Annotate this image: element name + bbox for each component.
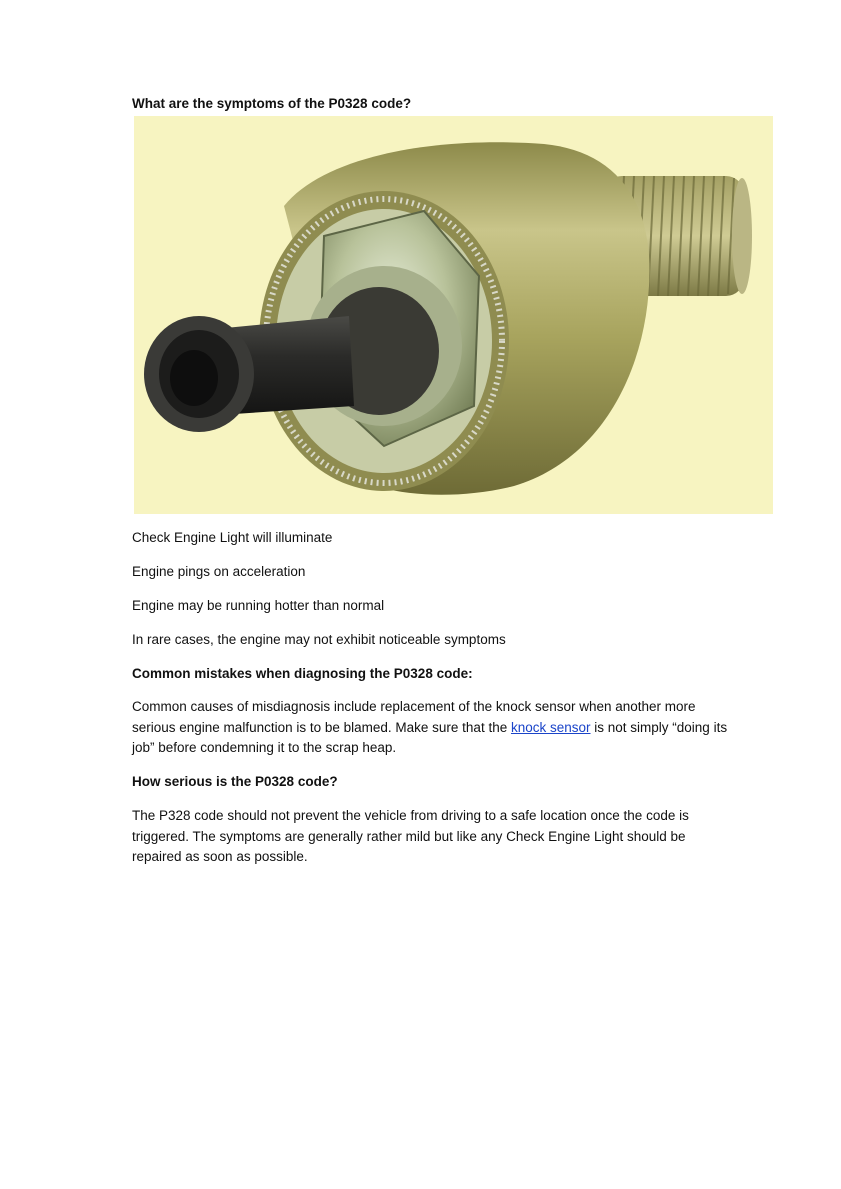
- symptom-item-4: In rare cases, the engine may not exhibit noticeable symptoms: [132, 632, 506, 647]
- serious-heading: How serious is the P0328 code?: [132, 774, 338, 789]
- mistakes-text-before: Common causes of misdiagnosis include replacement of the knock sensor when another more serious engine malfunction is to be blamed. Make sure that the: [132, 699, 696, 735]
- mistakes-heading: Common mistakes when diagnosing the P0328 code:: [132, 666, 473, 681]
- mistakes-text-after: is not simply “doing its job” before condemning it to the scrap heap.: [132, 719, 728, 755]
- serious-paragraph: The P328 code should not prevent the vehicle from driving to a safe location once the code is triggered. The symptoms are generally rather mild but like any Check Engine Light should be repaired as soon as possible.: [132, 808, 689, 864]
- symptom-item-3: Engine may be running hotter than normal: [132, 598, 385, 613]
- symptom-item-2: Engine pings on acceleration: [132, 564, 306, 579]
- symptom-item-1: Check Engine Light will illuminate: [132, 530, 333, 545]
- knock-sensor-photo: [134, 116, 773, 514]
- knock-sensor-link[interactable]: knock sensor: [510, 719, 591, 735]
- symptoms-heading: What are the symptoms of the P0328 code?: [132, 96, 412, 111]
- mistakes-paragraph: [132, 697, 732, 759]
